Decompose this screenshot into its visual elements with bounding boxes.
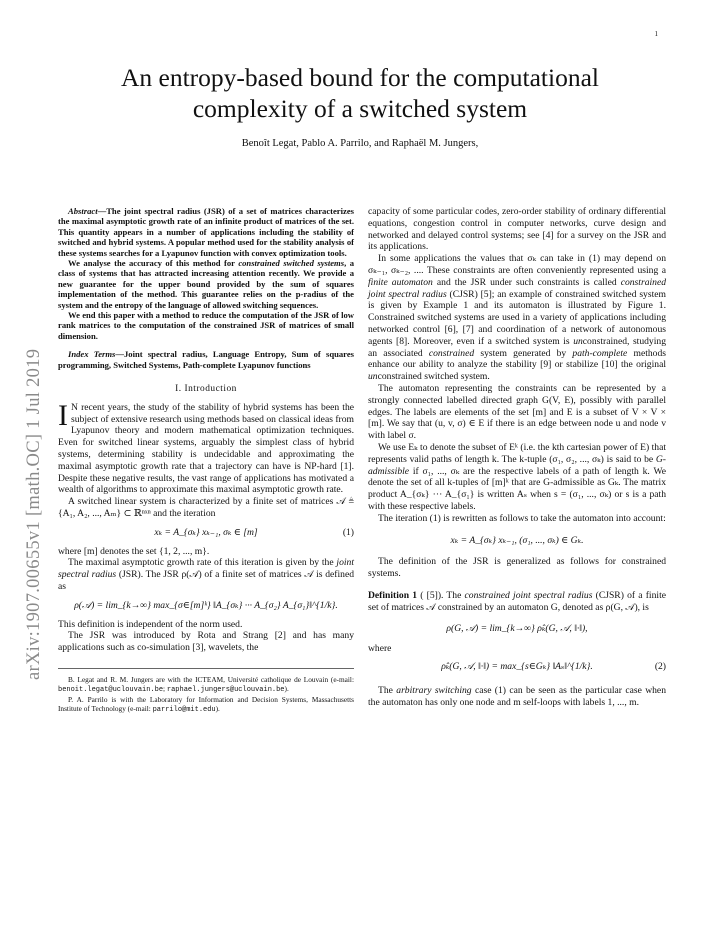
- left-column: [58, 206, 354, 715]
- right-p1: capacity of some particular codes, zero-order stability of ordinary differential equations, congestion control in computer networks, curve design and networked and delayed control systems; see [4] for a survey on the JSR and its applications.: [368, 206, 666, 253]
- equation-1-body: xₖ = A_{σₖ} xₖ₋₁, σₖ ∈ [m]: [154, 526, 258, 538]
- right-p4a: We use Eₖ to denote the subset of Eᵏ (i.e. the kth cartesian power of E) that represents valid paths of length k. The k-tuple (σ₁, σ₂, ..., σₖ) is said to be: [368, 441, 666, 465]
- arxiv-stamp: arXiv:1907.00655v1 [math.OC] 1 Jul 2019: [24, 348, 44, 680]
- equation-constrained-iteration: [368, 535, 666, 547]
- abstract-p1: —The joint spectral radius (JSR) of a set of matrices characterizes the maximal asymptotic growth rate of an infinite product of matrices of the set. This quantity appears in a number of applications including the stability of switched and hybrid systems. A popular method used for the stability analysis of these systems searches for a Lyapunov function with convex optimization tools.: [58, 206, 354, 258]
- abstract-p2b: , a class of systems that has attracted increasing attention recently. We provide a new guarantee for the upper bound provided by the sum of squares implementation of the method. This guarantee relies on the p-radius of the system and the entropy of the language of allowed switching sequences.: [58, 258, 354, 310]
- abstract-p3: We end this paper with a method to reduce the computation of the JSR of low rank matrices to the computation of the constrained JSR of matrices of small dimension.: [58, 310, 354, 341]
- right-p2c: (CJSR) [5]; an example of constrained switched system is given by Example 1 and its automaton is illustrated by Figure 1. Constrained switched systems are used in a variety of applications including networked control [6], [7] and coordination of a network of autonomous agents [8]. Moreover, even if a switched system is: [368, 288, 666, 347]
- definition-1-label: Definition 1: [368, 589, 418, 601]
- equation-jsr: [58, 600, 354, 612]
- right-p7a: The: [378, 684, 397, 696]
- intro-p2: A switched linear system is characterized by a finite set of matrices 𝒜 ≜ {A₁, A₂, ..., Aₘ} ⊂ ℝⁿˣⁿ and the iteration: [58, 496, 354, 520]
- intro-p1: N recent years, the study of the stability of hybrid systems has been the subject of extensive research using methods based on classical ideas from Lyapunov theory and modern mathematical optimization techniques. Even for switched linear systems, arguably the simplest class of hybrid systems, determining stability is undecidable and approximating the maximal asymptotic growth rate that a trajectory can have is NP-hard [1]. Despite these negative results, the vast range of applications has motivated a wealth of algorithms to approximate this maximal asymptotic growth rate.: [58, 401, 354, 496]
- title-line-1: An entropy-based bound for the computational: [120, 63, 599, 92]
- right-p2d: constrained, studying an associated: [368, 335, 666, 359]
- where-text: where: [368, 643, 392, 655]
- right-p4b: if σ₁, ..., σₖ are the respective labels of a path of length k. We denote the set of all k-tuples of [m]ᵏ that are G-admissible as Gₖ. The matrix product A_{σₖ} ··· A_{σ₁} is written Aₛ when s = (σ₁, ..., σₖ) or s is a path with these respective labels.: [368, 465, 666, 512]
- right-p2a: In some applications the values that σₖ can take in (1) may depend on σₖ₋₁, σₖ₋₂, .... These constraints are often conveniently represented using a: [368, 253, 666, 276]
- right-p2-em6: un: [368, 371, 378, 383]
- equation-2-number: (2): [654, 661, 666, 673]
- abstract-p2-em: constrained switched systems: [238, 258, 345, 269]
- right-p2f: methods enhance our ability to analyze the stability [9] or stabilize [10] the original: [368, 347, 666, 371]
- equation-1-number: (1): [342, 526, 354, 538]
- abstract-p2a: We analyse the accuracy of this method for: [68, 258, 239, 269]
- intro-p6: The JSR was introduced by Rota and Strang [2] and has many applications such as co-simulation [3], wavelets, the: [58, 630, 354, 654]
- right-p6: The definition of the JSR is generalized as follows for constrained systems.: [368, 556, 666, 580]
- drop-cap: I: [58, 398, 68, 432]
- right-p2-em4: constrained: [428, 347, 475, 359]
- equation-constrained-body: xₖ = A_{σₖ} xₖ₋₁, (σ₁, ..., σₖ) ∈ Gₖ.: [450, 534, 584, 546]
- equation-1: [58, 527, 354, 539]
- right-p2g: constrained switched system.: [377, 371, 490, 383]
- right-p2-em1: finite automaton: [368, 276, 433, 288]
- right-column: [368, 206, 666, 708]
- definition-1-em: constrained joint spectral radius: [464, 589, 593, 601]
- equation-2-body: ρ̂ₖ(G, 𝒜, ‖·‖) = max_{s∈Gₖ} ‖Aₛ‖^{1/k}.: [441, 661, 593, 673]
- paper-title: [0, 62, 720, 124]
- equation-2: [368, 661, 666, 673]
- right-p2-em2: constrained joint spectral radius: [368, 276, 667, 300]
- title-line-2: complexity of a switched system: [192, 94, 528, 123]
- right-p2b: and the JSR under such constraints is called: [432, 276, 621, 288]
- authors: Benoît Legat, Pablo A. Parrilo, and Raphaël M. Jungers,: [241, 138, 479, 149]
- abstract-label: Abstract: [68, 206, 98, 216]
- page-number: 1: [654, 30, 658, 38]
- right-p2-em3: un: [573, 335, 583, 347]
- intro-p4b: (JSR). The JSR ρ(𝒜) of a finite set of matrices 𝒜 is defined as: [58, 569, 354, 593]
- footnote-2-end: ).: [215, 704, 220, 714]
- email-link-legat[interactable]: benoit.legat@uclouvain.be: [58, 686, 164, 695]
- right-p7-em: arbitrary switching: [396, 684, 472, 696]
- right-p5: The iteration (1) is rewritten as follows to take the automaton into account:: [378, 512, 666, 524]
- right-p2e: system generated by: [474, 347, 573, 359]
- right-p3: The automaton representing the constraints can be represented by a strongly connected labelled directed graph G(V, E), possibly with parallel edges. The labels are elements of the set [m] and E is a subset of V × V × [m]. We say that (u, v, σ) ∈ E if there is an edge between node u and node v with label σ.: [368, 382, 666, 442]
- intro-p4a: The maximal asymptotic growth rate of this iteration is given by the: [68, 557, 337, 569]
- intro-p3: where [m] denotes the set {1, 2, ..., m}.: [58, 545, 210, 557]
- index-terms-label: Index Terms: [68, 349, 116, 360]
- right-p7b: case (1) can be seen as the particular case when the automaton has only one node and m self-loops with labels 1, ..., m.: [368, 684, 666, 708]
- footnote-1-text: B. Legat and R. M. Jungers are with the ICTEAM, Université catholique de Louvain (e-mail:: [68, 675, 354, 685]
- intro-p4-em: joint spectral radius: [58, 557, 354, 581]
- definition-1-a: ( [5]). The: [417, 589, 465, 601]
- right-p4-em: G-admissible: [368, 453, 666, 477]
- equation-jsr-body: ρ(𝒜) = lim_{k→∞} max_{σ∈[m]ᵏ} ‖A_{σₖ} ··· A_{σ₂} A_{σ₁}‖^{1/k}.: [74, 599, 338, 611]
- footnote-2-text: P. A. Parrilo is with the Laboratory for Information and Decision Systems, Massachusetts Institute of Technology (e-mail:: [58, 695, 354, 714]
- footnotes: [58, 668, 354, 715]
- index-terms-text: —Joint spectral radius, Language Entropy, Sum of squares programming, Switched Systems, Path-complete Lyapunov functions: [58, 349, 354, 370]
- footnote-1-end: ).: [284, 684, 289, 694]
- right-p2-em5: path-complete: [572, 347, 628, 359]
- email-link-jungers[interactable]: raphael.jungers@uclouvain.be: [166, 686, 285, 695]
- email-link-parrilo[interactable]: parrilo@mit.edu: [152, 706, 216, 715]
- intro-p5: This definition is independent of the norm used.: [58, 618, 243, 630]
- footnote-1-sep: ;: [163, 684, 167, 694]
- equation-cjsr: [368, 623, 666, 635]
- definition-1-b: (CJSR) of a finite set of matrices 𝒜 constrained by an automaton G, denoted as ρ(G, 𝒜), is: [368, 589, 666, 613]
- abstract: [58, 206, 354, 370]
- section-heading-introduction: I. Introduction: [175, 384, 237, 395]
- equation-cjsr-body: ρ(G, 𝒜) = lim_{k→∞} ρ̂ₖ(G, 𝒜, ‖·‖),: [446, 622, 588, 634]
